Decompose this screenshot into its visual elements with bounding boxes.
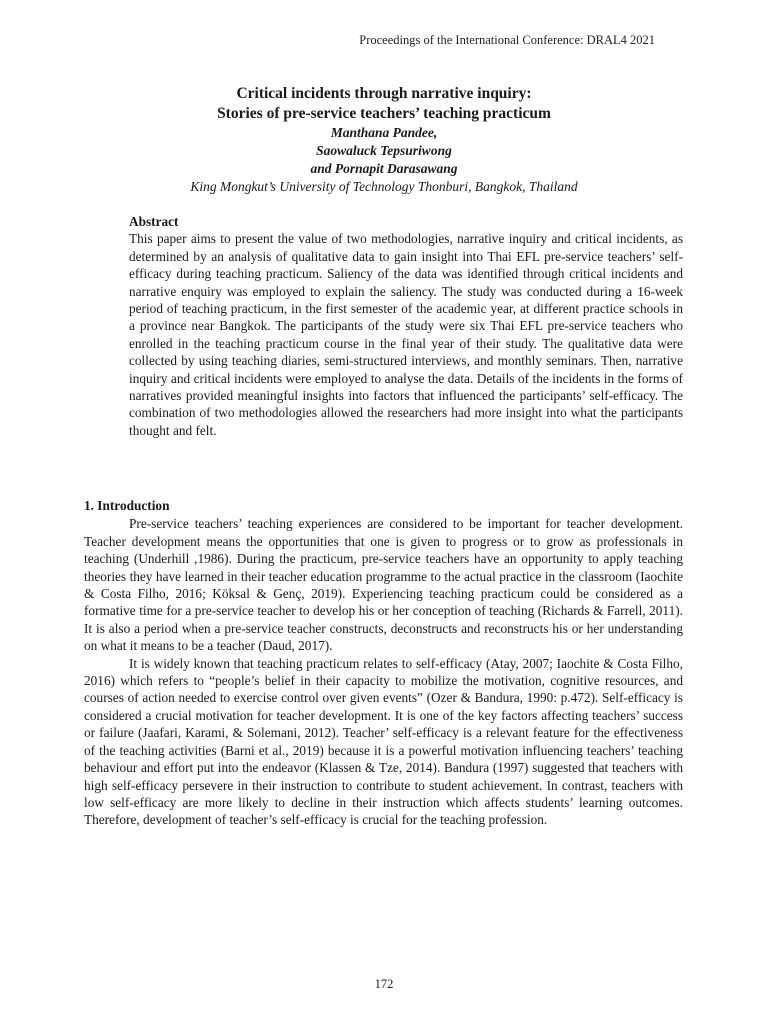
paper-title-line-1: Critical incidents through narrative inquiry: <box>236 85 532 102</box>
introduction-section <box>84 497 683 829</box>
page-number: 172 <box>374 977 394 991</box>
paper-title-line-2: Stories of pre-service teachers’ teaching practicum <box>217 105 551 122</box>
running-head: Proceedings of the International Conference: DRAL4 2021 <box>359 33 655 47</box>
author-3: and Pornapit Darasawang <box>310 161 458 176</box>
abstract-section <box>129 213 683 439</box>
introduction-paragraph-2: It is widely known that teaching practicum relates to self-efficacy (Atay, 2007; Iaochite & Costa Filho, 2016) which refers to “people’s belief in their capacity to mobilize the motivation, cognitive resources, and courses of action needed to exercise control over given events” (Ozer & Bandura, 1990: p.472). Self-efficacy is considered a crucial motivation for teacher development. It is one of the key factors affecting teachers’ success or failure (Jaafari, Karami, & Solemani, 2012). Teacher’ self-efficacy is a relevant feature for the effectiveness of the teaching activities (Barni et al., 2019) because it is a powerful motivation influencing teachers’ teaching behaviour and effort put into the endeavor (Klassen & Tze, 2014). Bandura (1997) suggested that teachers with high self-efficacy persevere in their instruction to contribute to student achievement. In contrast, teachers with low self-efficacy are more likely to decline in their instruction which affects students’ learning outcomes. Therefore, development of teacher’s self-efficacy is crucial for the teaching profession. <box>84 655 683 828</box>
introduction-heading: 1. Introduction <box>84 498 170 513</box>
title-block <box>84 84 684 196</box>
abstract-text: This paper aims to present the value of two methodologies, narrative inquiry and critical incidents, as determined by an analysis of qualitative data to gain insight into Thai EFL pre-service teachers’ self-efficacy during teaching practicum. Saliency of the data was identified through critical incidents and narrative enquiry was employed to explain the saliency. The study was conducted during a 16-week period of teaching practicum, in the first semester of the academic year, at different practice schools in a province near Bangkok. The participants of the study were six Thai EFL pre-service teachers who enrolled in the teaching practicum course in the final year of their study. The qualitative data were collected by using teaching diaries, semi-structured interviews, and monthly seminars. Then, narrative inquiry and critical incidents were employed to analyse the data. Details of the incidents in the forms of narratives provided meaningful insights into factors that influenced the participants’ self-efficacy. The combination of two methodologies allowed the researchers had more insight into what the participants thought and felt. <box>129 231 683 438</box>
introduction-paragraph-1: Pre-service teachers’ teaching experiences are considered to be important for teacher development. Teacher development means the opportunities that one is given to progress or to grow as professionals in teaching (Underhill ,1986). During the practicum, pre-service teachers have an opportunity to apply teaching theories they have learned in their teacher education programme to the actual practice in the classroom (Iaochite & Costa Filho, 2016; Köksal & Genç, 2019). Experiencing teaching practicum could be considered as a formative time for a pre-service teacher to develop his or her conception of teaching (Richards & Farrell, 2011). It is also a period when a pre-service teacher constructs, deconstructs and reconstructs his or her understanding on what it means to be a teacher (Daud, 2017). <box>84 516 683 654</box>
author-1: Manthana Pandee, <box>330 125 438 140</box>
abstract-heading: Abstract <box>129 214 179 229</box>
author-2: Saowaluck Tepsuriwong <box>316 143 452 158</box>
affiliation: King Mongkut’s University of Technology Thonburi, Bangkok, Thailand <box>190 179 578 194</box>
